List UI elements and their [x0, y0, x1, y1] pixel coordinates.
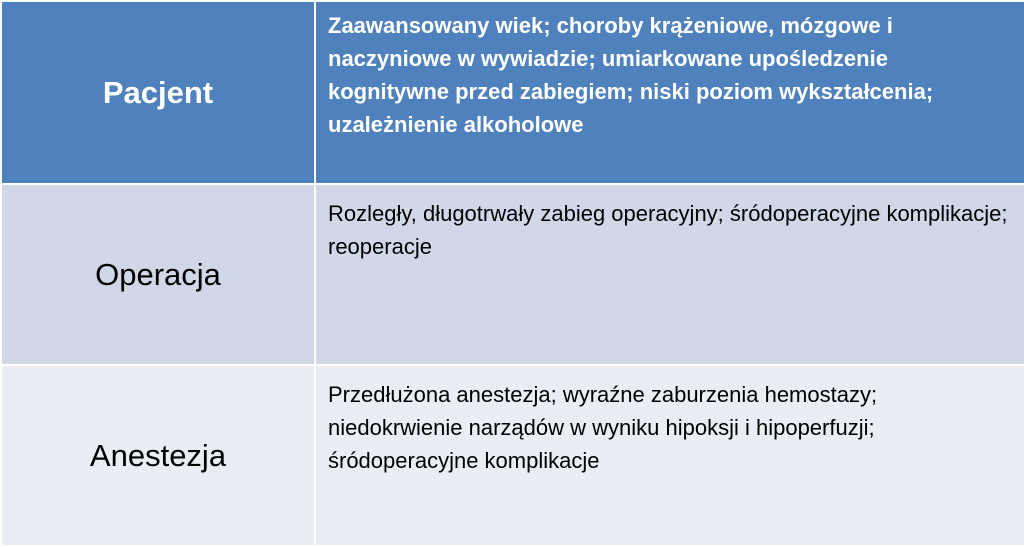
row-label-surgery: Operacja [1, 184, 315, 365]
table-row-anesthesia [1, 365, 1024, 546]
row-label-patient: Pacjent [1, 1, 315, 184]
table-row-surgery [1, 184, 1024, 365]
description-text: Zaawansowany wiek; choroby krążeniowe, mózgowe i naczyniowe w wywiadzie; umiarkowane upośledzenie kognitywne przed zabiegiem; niski poziom wykształcenia; uzależnienie alkoholowe [328, 13, 934, 137]
row-description-surgery [315, 184, 1024, 365]
table-row-patient [1, 1, 1024, 184]
row-description-patient [315, 1, 1024, 184]
row-description-anesthesia [315, 365, 1024, 546]
description-text: Rozległy, długotrwały zabieg operacyjny; śródoperacyjne komplikacje; reoperacje [328, 201, 1008, 259]
description-text: Przedłużona anestezja; wyraźne zaburzenia hemostazy; niedokrwienie narządów w wyniku hipoksji i hipoperfuzji; śródoperacyjne komplikacje [328, 382, 878, 473]
row-label-anesthesia: Anestezja [1, 365, 315, 546]
